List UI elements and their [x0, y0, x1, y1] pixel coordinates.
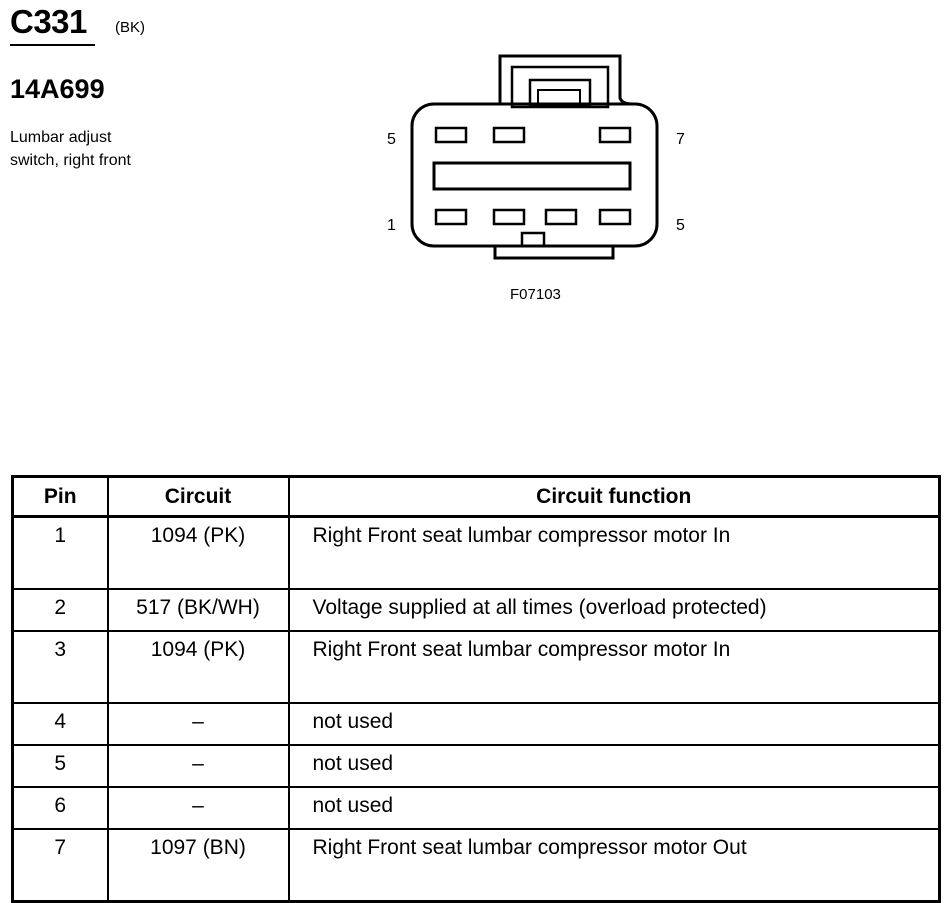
pin-cell: 5 — [13, 745, 108, 787]
pin-cell: 4 — [13, 703, 108, 745]
pin-cell: 2 — [13, 589, 108, 631]
function-cell: Right Front seat lumbar compressor motor In — [289, 631, 940, 703]
cavity — [600, 128, 630, 142]
table-row — [13, 703, 940, 745]
connector-diagram — [370, 50, 710, 310]
function-cell: not used — [289, 745, 940, 787]
pinout-table — [11, 475, 941, 903]
figure-code: F07103 — [510, 286, 561, 303]
connector-color: (BK) — [115, 19, 145, 36]
function-cell: Voltage supplied at all times (overload protected) — [289, 589, 940, 631]
table-row — [13, 517, 940, 590]
pin-cell: 7 — [13, 829, 108, 902]
part-number: 14A699 — [10, 74, 105, 104]
cavity — [600, 210, 630, 224]
circuit-cell: 1094 (PK) — [108, 631, 289, 703]
pin-label-bottom-left: 1 — [387, 217, 396, 234]
connector-face-drawing — [370, 50, 710, 310]
pin-label-bottom-right: 5 — [676, 217, 685, 234]
pin-cell: 6 — [13, 787, 108, 829]
description-line-2: switch, right front — [10, 152, 131, 169]
function-cell: not used — [289, 703, 940, 745]
function-cell: Right Front seat lumbar compressor motor In — [289, 517, 940, 590]
circuit-cell: – — [108, 745, 289, 787]
pin-cell: 1 — [13, 517, 108, 590]
table-row — [13, 829, 940, 902]
table-row — [13, 631, 940, 703]
latch-inner — [512, 67, 608, 107]
circuit-cell: – — [108, 787, 289, 829]
circuit-cell: 517 (BK/WH) — [108, 589, 289, 631]
key-notch — [522, 233, 544, 246]
pin-label-top-left: 5 — [387, 131, 396, 148]
function-cell: not used — [289, 787, 940, 829]
pin-label-top-right: 7 — [676, 131, 685, 148]
table-row — [13, 589, 940, 631]
header-circuit: Circuit — [108, 477, 289, 517]
part-description — [10, 126, 131, 172]
pin-cell: 3 — [13, 631, 108, 703]
circuit-cell: – — [108, 703, 289, 745]
circuit-cell: 1097 (BN) — [108, 829, 289, 902]
table-row — [13, 745, 940, 787]
table-row — [13, 787, 940, 829]
cavity — [546, 210, 576, 224]
cavity — [436, 210, 466, 224]
function-cell: Right Front seat lumbar compressor motor Out — [289, 829, 940, 902]
cavity — [494, 210, 524, 224]
header-pin: Pin — [13, 477, 108, 517]
table-header-row — [13, 477, 940, 517]
center-slot — [434, 163, 630, 189]
cavity — [494, 128, 524, 142]
circuit-cell: 1094 (PK) — [108, 517, 289, 590]
description-line-1: Lumbar adjust — [10, 129, 112, 146]
title-underline — [10, 44, 95, 46]
connector-key — [495, 246, 613, 258]
connector-id: C331 — [10, 3, 87, 40]
cavity — [436, 128, 466, 142]
header-circuit-function: Circuit function — [289, 477, 940, 517]
